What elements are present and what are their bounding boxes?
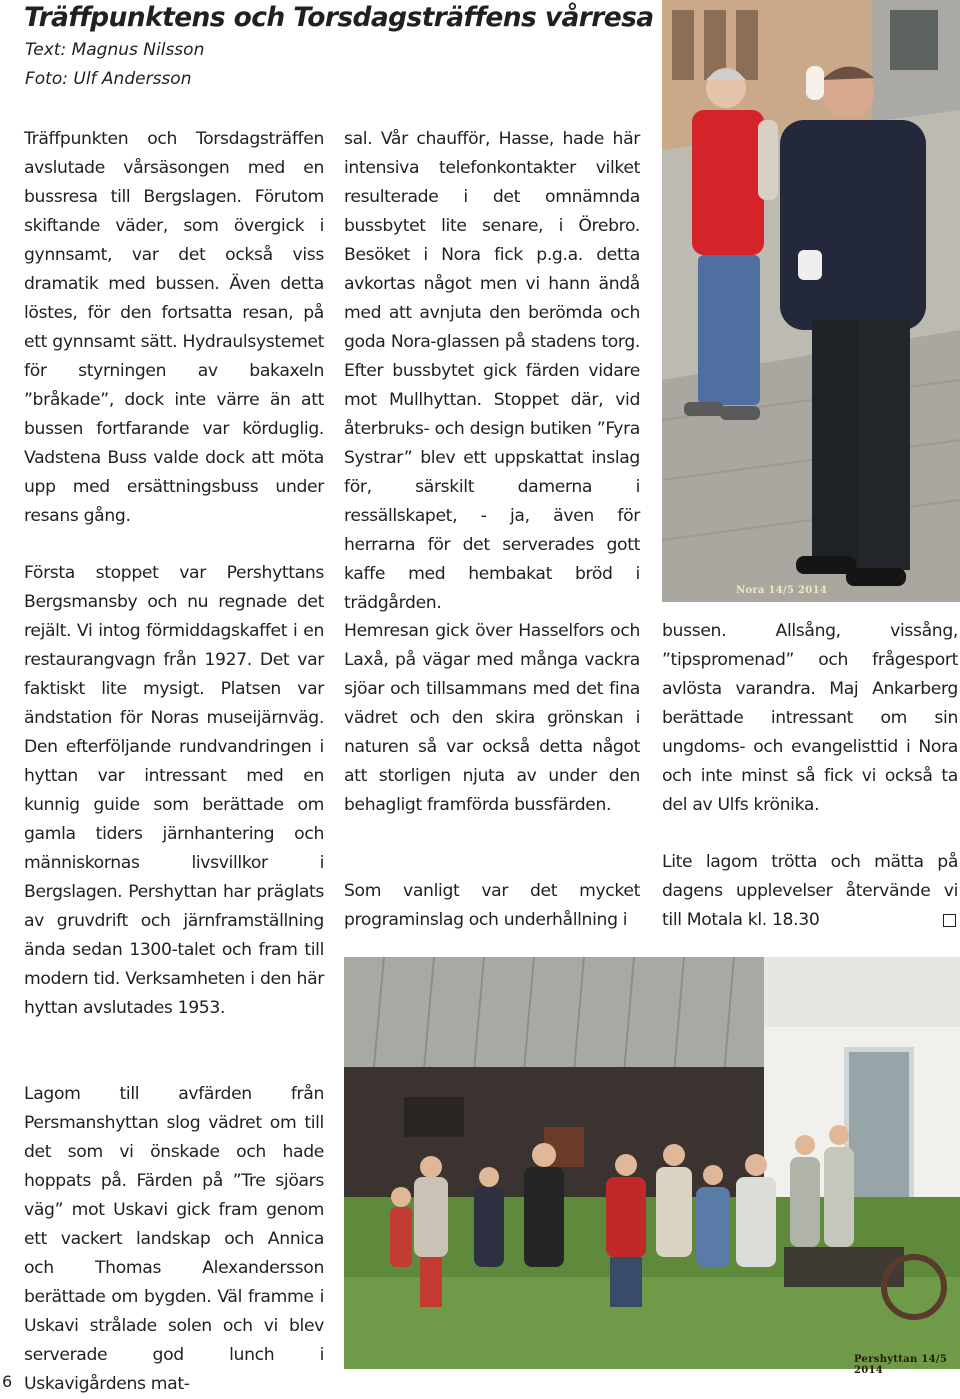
paragraph-homeward: Hemresan gick över Hasselfors och Laxå, på vägar med många vackra sjöar och tillsammans med det fina vädret och den skira grönskan i naturen så var också detta något att storligen njuta av under den behagligt framförda bussfärden. [344, 621, 640, 815]
photo-nora-image [662, 0, 960, 602]
photo-pershyttan-image [344, 957, 960, 1369]
paragraph-return-text: Lite lagom trötta och mätta på dagens upplevelser återvände vi till Motala kl. 18.30 [662, 852, 958, 930]
photo-nora-caption: Nora 14/5 2014 [736, 585, 828, 596]
photo-pershyttan-caption: Pershyttan 14/5 2014 [854, 1354, 948, 1376]
photo-pershyttan [344, 957, 960, 1376]
article-title: Träffpunktens och Torsdagsträffens vårresa [24, 2, 654, 33]
paragraph-nora-mullhyttan: sal. Vår chaufför, Hasse, hade här intensiva telefonkontakter vilket resulterade i det omnämnda bussbytet lite senare, i Örebro. Besöket i Nora fick p.g.a. detta avkortas något men vi hann ändå med att avnjuta den berömda och goda Nora-glassen på stadens torg. Efter bussbytet gick färden vidare mot Mullhyttan. Stoppet där, vid återbruks- och design butiken ”Fyra Systrar” blev ett uppskattat inslag för, särskilt damerna i ressällskapet, - ja, även för herrarna för det serverades gott kaffe med hembakat bröd i trädgården. [344, 129, 640, 613]
photo-nora [662, 0, 960, 602]
paragraph-bus-trip-intro: Träffpunkten och Torsdagsträffen avslutade vårsäsongen med en bussresa till Bergslagen. Förutom skiftande väder, som övergick i gynnsamt, var det också viss dramatik med bussen. Även detta löstes, för den fortsatta resan, på ett gynnsamt sätt. Hydraulsystemet för styrningen av bakaxeln ”bråkade”, dock inte värre än att bussen fortfarande var körduglig. Vadstena Buss valde dock att möta upp med ersättningsbuss under resans gång. [24, 129, 324, 526]
paragraph-program: Som vanligt var det mycket programinslag och underhållning i [344, 881, 640, 930]
photo-credit: Foto: Ulf Andersson [25, 69, 192, 89]
page-number: 6 [2, 1372, 13, 1391]
text-credit: Text: Magnus Nilsson [25, 40, 205, 60]
paragraph-uskavi: Lagom till avfärden från Persmanshyttan slog vädret om till det som vi önskade och hade hoppats på. Färden på ”Tre sjöars väg” mot Uskavi gick fram genom ett vackert landskap och Annica och Thomas Alexandersson berättade om bygden. Väl framme i Uskavi strålade solen och vi blev serverade god lunch i Uskavigårdens mat- [24, 1084, 324, 1394]
paragraph-pershyttan: Första stoppet var Pershyttans Bergsmansby och nu regnade det rejält. Vi intog förmiddagskaffet i en restaurangvagn från 1927. Det var faktiskt lite mysigt. Platsen var ändstation för Noras museijärnväg. Den efterföljande rundvandringen i hyttan var intressant med en kunnig guide som berättade om gamla tiders järnhantering och människornas livsvillkor i Bergslagen. Pershyttan har präglats av gruvdrift och järnframställning ända sedan 1300-talet och fram till modern tid. Verksamheten i den här hyttan avslutades 1953. [24, 563, 324, 1018]
paragraph-entertainment: bussen. Allsång, vissång, ”tipspromenad” och frågesport avlösta varandra. Maj Ankarberg berättade intressant om sin ungdoms- och evangelisttid i Nora och inte minst så fick vi också ta del av Ulfs krönika. [662, 621, 958, 815]
paragraph-return [662, 848, 958, 935]
end-of-article-mark [943, 914, 956, 927]
